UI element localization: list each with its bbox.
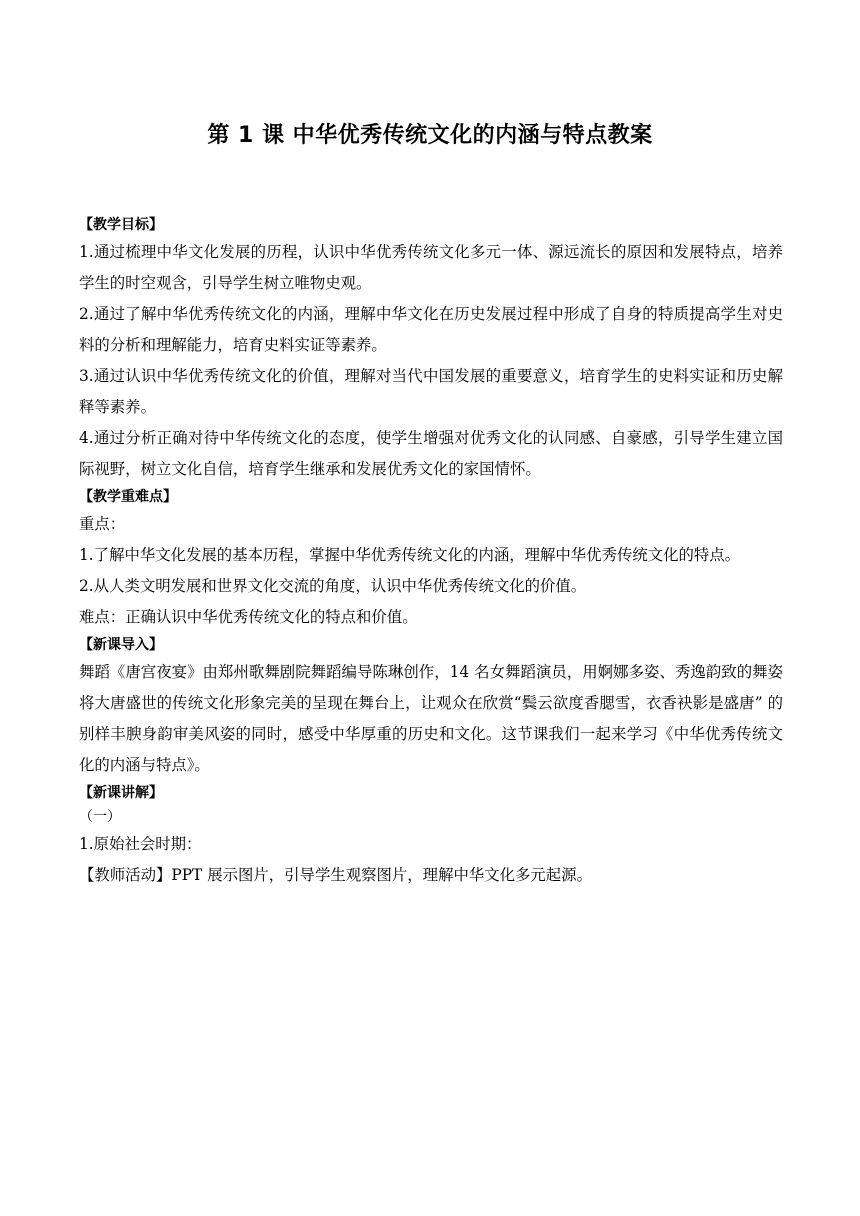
section-teaching-objectives (79, 213, 783, 485)
paragraph: 难点：正确认识中华优秀传统文化的特点和价值。 (79, 608, 418, 626)
paragraph: 1.了解中华文化发展的基本历程，掌握中华优秀传统文化的内涵，理解中华优秀传统文化的特点。 (79, 546, 741, 564)
paragraph: 重点： (79, 515, 126, 533)
page-title: 第 1 课 中华优秀传统文化的内涵与特点教案 (207, 123, 653, 148)
section-lesson-intro (79, 633, 783, 781)
paragraph: 2.从人类文明发展和世界文化交流的角度，认识中华优秀传统文化的价值。 (79, 577, 587, 595)
paragraph: 1.通过梳理中华文化发展的历程，认识中华优秀传统文化多元一体、源远流长的原因和发展特点，培养学生的时空观含，引导学生树立唯物史观。 (79, 243, 783, 292)
section-heading: 【新课导入】 (79, 637, 163, 653)
paragraph: 2.通过了解中华优秀传统文化的内涵，理解中华文化在历史发展过程中形成了自身的特质提高学生对史料的分析和理解能力，培育史料实证等素养。 (79, 305, 783, 354)
paragraph: 3.通过认识中华优秀传统文化的价值，理解对当代中国发展的重要意义，培育学生的史料实证和历史解释等素养。 (79, 367, 783, 416)
section-heading: 【教学目标】 (79, 217, 163, 233)
section-heading: 【教学重难点】 (79, 489, 177, 505)
paragraph: 【教师活动】PPT 展示图片，引导学生观察图片，理解中华文化多元起源。 (79, 866, 592, 884)
document-body (79, 213, 783, 891)
subheading: （一） (79, 809, 121, 825)
section-lesson-explanation (79, 781, 783, 891)
paragraph: 4.通过分析正确对待中华传统文化的态度，使学生增强对优秀文化的认同感、自豪感，引导学生建立国际视野，树立文化自信，培育学生继承和发展优秀文化的家国情怀。 (79, 429, 783, 478)
section-heading: 【新课讲解】 (79, 785, 163, 801)
paragraph: 1.原始社会时期： (79, 835, 202, 853)
paragraph: 舞蹈《唐宫夜宴》由郑州歌舞剧院舞蹈编导陈琳创作，14 名女舞蹈演员，用婀娜多姿、秀逸韵致的舞姿将大唐盛世的传统文化形象完美的呈现在舞台上，让观众在欣赏“鬓云欲度香腮雪，衣香袂影是盛唐” 的别样丰腴身韵审美风姿的同时，感受中华厚重的历史和文化。这节课我们一起来学习《中华优秀传统文化的内涵与特点》。 (79, 663, 783, 774)
section-key-difficulties (79, 485, 783, 633)
